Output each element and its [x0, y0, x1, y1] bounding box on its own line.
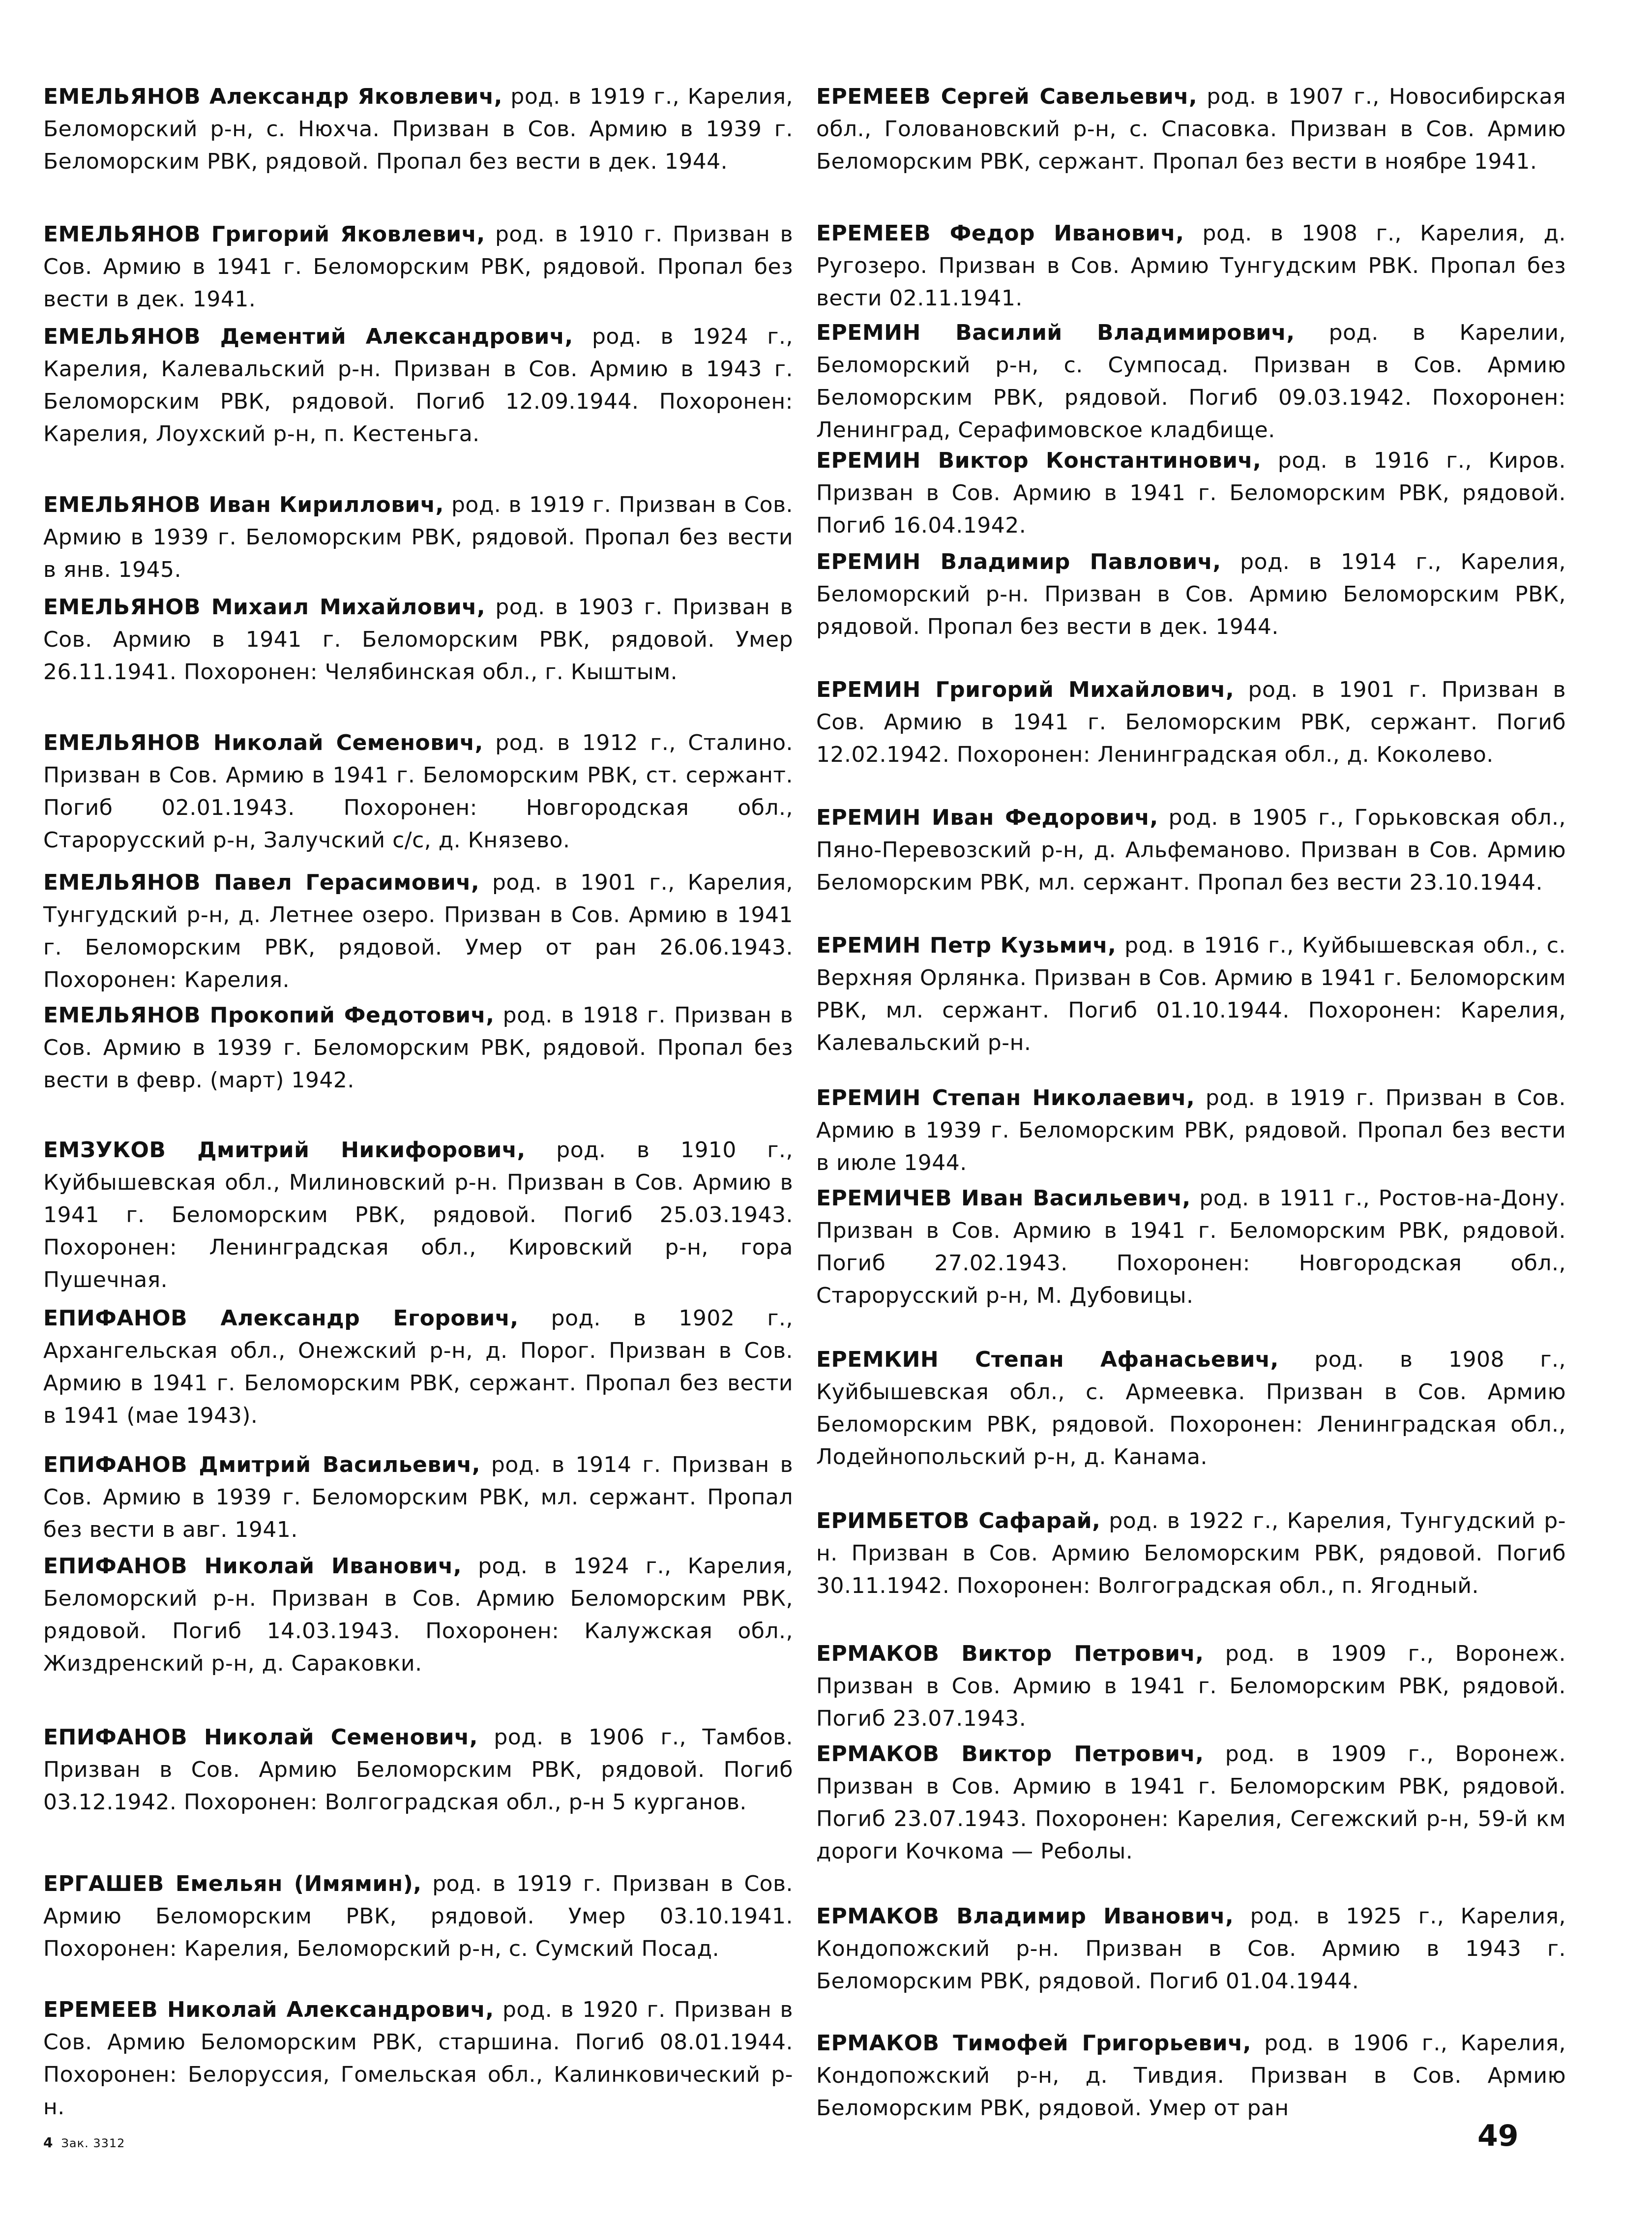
- entry-text: род. в 1920 г. Призван в Сов. Армию Беломорским РВК, старшина. Погиб 08.01.1944. Похоронен: Белоруссия, Гомельская обл., Калинковический р-н.: [43, 1997, 793, 2120]
- entry-name: ЕРМАКОВ Владимир Иванович,: [816, 1904, 1234, 1929]
- entry-text: род. в 1914 г., Карелия, Беломорский р-н. Призван в Сов. Армию Беломорским РВК, рядовой. Пропал без вести в дек. 1944.: [816, 549, 1566, 639]
- entry-name: ЕРМАКОВ Виктор Петрович,: [816, 1741, 1204, 1767]
- entry: [43, 1994, 793, 2124]
- entry-text: род. в 1918 г. Призван в Сов. Армию в 1939 г. Беломорским РВК, рядовой. Пропал без вести в февр. (март) 1942.: [43, 1003, 793, 1093]
- entry: [816, 546, 1566, 643]
- entry-text: род. в 1925 г., Карелия, Кондопожский р-н. Призван в Сов. Армию в 1943 г. Беломорским РВК, рядовой. Погиб 01.04.1944.: [816, 1904, 1566, 1994]
- order-note: Зак. 3312: [61, 2136, 125, 2150]
- entry-text: род. в 1924 г., Карелия, Беломорский р-н. Призван в Сов. Армию Беломорским РВК, рядовой. Погиб 14.03.1943. Похоронен: Калужская обл., Жиздренский р-н, д. Сараковки.: [43, 1554, 794, 1676]
- entry-text: род. в 1901 г. Призван в Сов. Армию в 1941 г. Беломорским РВК, сержант. Погиб 12.02.1942. Похоронен: Ленинградская обл., д. Коколево.: [816, 677, 1566, 767]
- entry-text: род. в 1924 г., Карелия, Калевальский р-н. Призван в Сов. Армию в 1943 г. Беломорским РВК, рядовой. Погиб 12.09.1944. Похоронен: Карелия, Лоухский р-н, п. Кестеньга.: [43, 324, 793, 447]
- entry: [43, 591, 793, 689]
- entry-name: ЕРМАКОВ Тимофей Григорьевич,: [816, 2031, 1251, 2056]
- entry-text: род. в 1908 г., Куйбышевская обл., с. Армеевка. Призван в Сов. Армию Беломорским РВК, рядовой. Похоронен: Ленинградская обл., Лодейнопольский р-н, д. Канама.: [816, 1347, 1566, 1469]
- entry-name: ЕМЕЛЬЯНОВ Григорий Яковлевич,: [43, 222, 485, 247]
- entry: [43, 81, 793, 178]
- entry-name: ЕРЕМИН Владимир Павлович,: [816, 549, 1221, 574]
- entry-text: род. в 1919 г. Призван в Сов. Армию в 1939 г. Беломорским РВК, рядовой. Пропал без вести в янв. 1945.: [43, 492, 793, 582]
- entry: [43, 321, 793, 450]
- entry: [43, 727, 793, 857]
- entry-name: ЕПИФАНОВ Александр Егорович,: [43, 1306, 519, 1331]
- page-number: 49: [1477, 2119, 1519, 2153]
- entry-text: род. в 1908 г., Карелия, д. Ругозеро. Призван в Сов. Армию Тунгудским РВК. Пропал без вести 02.11.1941.: [816, 221, 1566, 311]
- entry-name: ЕРЕМИН Степан Николаевич,: [816, 1085, 1195, 1110]
- entry: [43, 1868, 793, 1965]
- entry-text: род. в 1906 г., Тамбов. Призван в Сов. Армию Беломорским РВК, рядовой. Погиб 03.12.1942. Похоронен: Волгоградская обл., р-н 5 курганов.: [43, 1725, 794, 1815]
- entry-name: ЕРЕМИЧЕВ Иван Васильевич,: [816, 1186, 1191, 1211]
- entry-text: род. в 1910 г., Куйбышевская обл., Милиновский р-н. Призван в Сов. Армию в 1941 г. Беломорским РВК, рядовой. Погиб 25.03.1943. Похоронен: Ленинградская обл., Кировский р-н, гора Пушечная.: [43, 1138, 794, 1292]
- entry-text: род. в 1909 г., Воронеж. Призван в Сов. Армию в 1941 г. Беломорским РВК, рядовой. Погиб 23.07.1943.: [816, 1641, 1566, 1731]
- entry-text: род. в 1901 г., Карелия, Тунгудский р-н, д. Летнее озеро. Призван в Сов. Армию в 1941 г. Беломорским РВК, рядовой. Умер от ран 26.06.1943. Похоронен: Карелия.: [43, 870, 793, 992]
- entry: [43, 1302, 793, 1432]
- entry: [43, 489, 793, 586]
- entry: [43, 999, 793, 1097]
- entry-name: ЕРИМБЕТОВ Сафарай,: [816, 1508, 1101, 1533]
- entry: [816, 1344, 1566, 1473]
- entry-text: род. в 1907 г., Новосибирская обл., Голованoвский р-н, с. Спасовка. Призван в Сов. Армию Беломорским РВК, сержант. Пропал без вести в ноябре 1941.: [816, 84, 1566, 174]
- entry-name: ЕМЕЛЬЯНОВ Дементий Александрович,: [43, 324, 573, 349]
- entry-text: род. в 1919 г. Призван в Сов. Армию в 1939 г. Беломорским РВК, рядовой. Пропал без вести в июле 1944.: [816, 1085, 1566, 1175]
- entry-name: ЕМЕЛЬЯНОВ Александр Яковлевич,: [43, 84, 502, 109]
- entry-name: ЕРЕМКИН Степан Афанасьевич,: [816, 1347, 1279, 1372]
- entry-name: ЕМЕЛЬЯНОВ Павел Герасимович,: [43, 870, 480, 895]
- entry-name: ЕПИФАНОВ Дмитрий Васильевич,: [43, 1452, 480, 1477]
- entry-name: ЕРЕМЕЕВ Николай Александрович,: [43, 1997, 494, 2022]
- entry-text: род. в 1911 г., Ростов-на-Дону. Призван в Сов. Армию в 1941 г. Беломорским РВК, рядовой. Погиб 27.02.1943. Похоронен: Новгородская обл., Старорусский р-н, М. Дубовицы.: [816, 1186, 1566, 1308]
- entry-text: род. в 1916 г., Куйбышевская обл., с. Верхняя Орлянка. Призван в Сов. Армию в 1941 г. Беломорским РВК, мл. сержант. Погиб 01.10.1944. Похоронен: Карелия, Калевальский р-н.: [816, 933, 1566, 1055]
- entry: [816, 1505, 1566, 1602]
- entry: [43, 1134, 793, 1296]
- entry-name: ЕПИФАНОВ Николай Семенович,: [43, 1725, 478, 1750]
- entry-text: род. в Карелии, Беломорский р-н, с. Сумпосад. Призван в Сов. Армию Беломорским РВК, рядовой. Погиб 09.03.1942. Похоронен: Ленинград, Серафимовское кладбище.: [816, 320, 1566, 443]
- entry-name: ЕРМАКОВ Виктор Петрович,: [816, 1641, 1204, 1666]
- entry: [816, 1082, 1566, 1179]
- signature-mark: 4: [43, 2134, 54, 2151]
- entry: [816, 1638, 1566, 1735]
- entry-name: ЕРЕМИН Григорий Михайлович,: [816, 677, 1235, 702]
- entry-text: род. в 1906 г., Карелия, Кондопожский р-н, д. Тивдия. Призван в Сов. Армию Беломорским РВК, рядовой. Умер от ран: [816, 2031, 1566, 2121]
- entry-text: род. в 1916 г., Киров. Призван в Сов. Армию в 1941 г. Беломорским РВК, рядовой. Погиб 16.04.1942.: [816, 448, 1566, 538]
- entry: [816, 2027, 1566, 2125]
- entry: [816, 1900, 1566, 1998]
- entry-text: род. в 1912 г., Сталино. Призван в Сов. Армию в 1941 г. Беломорским РВК, ст. сержант. Погиб 02.01.1943. Похоронен: Новгородская обл., Старорусский р-н, Залучский с/с, д. Князево.: [43, 730, 793, 853]
- entry-text: род. в 1903 г. Призван в Сов. Армию в 1941 г. Беломорским РВК, рядовой. Умер 26.11.1941. Похоронен: Челябинская обл., г. Кыштым.: [43, 595, 793, 685]
- entry-name: ЕРЕМИН Виктор Константинович,: [816, 448, 1262, 473]
- entry-text: род. в 1905 г., Горьковская обл., Пяно-Перевозский р-н, д. Альфеманово. Призван в Сов. Армию Беломорским РВК, мл. сержант. Пропал без вести 23.10.1944.: [816, 805, 1566, 895]
- entry-text: род. в 1922 г., Карелия, Тунгудский р-н. Призван в Сов. Армию Беломорским РВК, рядовой. Погиб 30.11.1942. Похоронен: Волгоградская обл., п. Ягодный.: [816, 1508, 1566, 1598]
- entry: [816, 930, 1566, 1059]
- entry-name: ЕМЕЛЬЯНОВ Прокопий Федотович,: [43, 1003, 495, 1028]
- entry: [816, 674, 1566, 771]
- entry-text: род. в 1919 г., Карелия, Беломорский р-н, с. Нюхча. Призван в Сов. Армию в 1939 г. Беломорским РВК, рядовой. Пропал без вести в дек. 1944.: [43, 84, 793, 174]
- entry-name: ЕРГАШЕВ Емельян (Имямин),: [43, 1871, 422, 1896]
- entry-text: род. в 1910 г. Призван в Сов. Армию в 1941 г. Беломорским РВК, рядовой. Пропал без вести в дек. 1941.: [43, 222, 793, 312]
- entry: [43, 867, 793, 996]
- entry: [43, 1550, 793, 1680]
- entry-text: род. в 1909 г., Воронеж. Призван в Сов. Армию в 1941 г. Беломорским РВК, рядовой. Погиб 23.07.1943. Похоронен: Карелия, Сегежский р-н, 59-й км дороги Кочкома — Реболы.: [816, 1741, 1566, 1864]
- entry: [816, 217, 1566, 315]
- entry-text: род. в 1914 г. Призван в Сов. Армию в 1939 г. Беломорским РВК, мл. сержант. Пропал без вести в авг. 1941.: [43, 1452, 794, 1542]
- entry: [816, 802, 1566, 899]
- entry: [816, 1738, 1566, 1868]
- entry-name: ЕРЕМИН Петр Кузьмич,: [816, 933, 1117, 958]
- entry-name: ЕРЕМЕЕВ Сергей Савельевич,: [816, 84, 1198, 109]
- entry-name: ЕМЕЛЬЯНОВ Иван Кириллович,: [43, 492, 444, 517]
- entry: [816, 81, 1566, 178]
- entry: [816, 445, 1566, 542]
- entry-name: ЕМЕЛЬЯНОВ Михаил Михайлович,: [43, 595, 486, 620]
- entry-name: ЕМЕЛЬЯНОВ Николай Семенович,: [43, 730, 483, 755]
- entry: [43, 218, 793, 316]
- entry-name: ЕРЕМИН Иван Федорович,: [816, 805, 1158, 830]
- entry-name: ЕРЕМЕЕВ Федор Иванович,: [816, 221, 1184, 246]
- printer-signature: [43, 2134, 125, 2151]
- entry-text: род. в 1919 г. Призван в Сов. Армию Беломорским РВК, рядовой. Умер 03.10.1941. Похоронен: Карелия, Беломорский р-н, с. Сумский Посад.: [43, 1871, 794, 1961]
- entry: [43, 1449, 793, 1546]
- entry-name: ЕМЗУКОВ Дмитрий Никифорович,: [43, 1138, 526, 1163]
- entry-text: род. в 1902 г., Архангельская обл., Онежский р-н, д. Порог. Призван в Сов. Армию в 1941 г. Беломорским РВК, сержант. Пропал без вести в 1941 (мае 1943).: [43, 1306, 794, 1428]
- entry: [816, 1182, 1566, 1312]
- entry: [43, 1721, 793, 1819]
- entry-name: ЕРЕМИН Василий Владимирович,: [816, 320, 1295, 345]
- entry-name: ЕПИФАНОВ Николай Иванович,: [43, 1554, 462, 1579]
- entry: [816, 317, 1566, 447]
